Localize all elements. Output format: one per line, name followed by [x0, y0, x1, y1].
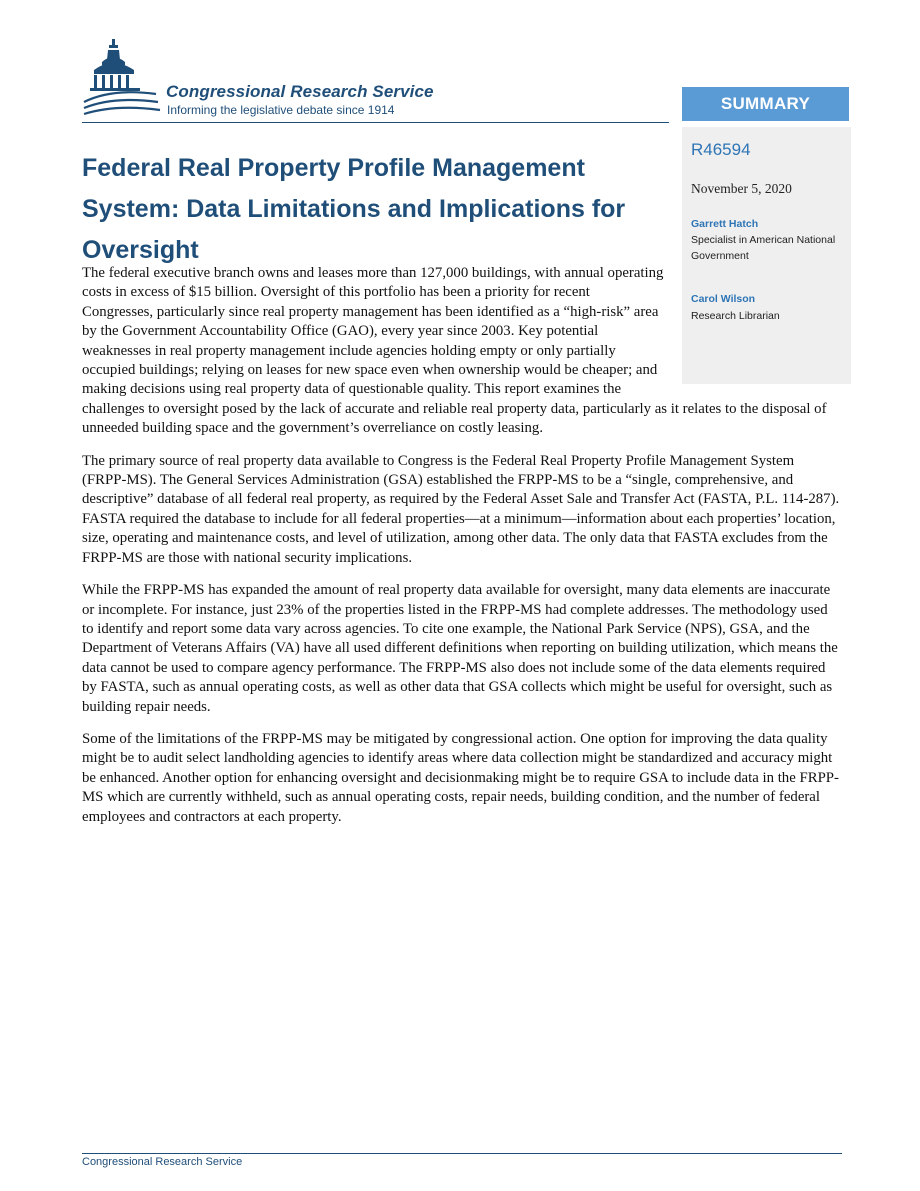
summary-body [82, 264, 842, 840]
body-paragraph: The primary source of real property data available to Congress is the Federal Real Property Profile Management System (FRPP-MS). The General Services Administration (GSA) established the FRPP-MS to be a “single, comprehensive, and descriptive” database of all federal real property, as required by the Federal Asset Sale and Transfer Act (FASTA, P.L. 114-287). FASTA required the database to include for all federal properties—at a minimum—information about each properties’ location, size, operating and maintenance costs, and level of utilization, among other data. The only data that FASTA excludes from the FRPP-MS are those with national security implications. [82, 452, 840, 566]
capitol-dome-icon [82, 36, 162, 120]
body-paragraph: While the FRPP-MS has expanded the amount of real property data available for oversight, many data elements are inaccurate or incomplete. For instance, just 23% of the properties listed in the FRPP-MS had complete addresses. The methodology used to identify and report some data vary across agencies. To cite one example, the National Park Service (NPS), GSA, and the Department of Veterans Affairs (VA) have all used different definitions when reporting on building utilization, which means the data cannot be used to compare agency performance. The FRPP-MS also does not include some of the data elements required by FASTA, such as annual operating costs, as well as other data that GSA collects which might be useful for oversight, such as building repair needs. [82, 582, 838, 715]
report-id: R46594 [691, 140, 751, 159]
org-name: Congressional Research Service [166, 82, 434, 101]
body-paragraph: Some of the limitations of the FRPP-MS may be mitigated by congressional action. One option for improving the data quality might be to audit select landholding agencies to identify areas where data collection might be standardized and accuracy might be enhanced. Another option for enhancing oversight and decisionmaking might be to require GSA to include data in the FRPP-MS which are currently withheld, such as annual operating costs, repair needs, building condition, and the number of federal employees and contractors at each property. [82, 730, 839, 825]
author-name: Garrett Hatch [691, 218, 759, 230]
report-date: November 5, 2020 [691, 181, 792, 196]
author-name: Carol Wilson [691, 293, 756, 305]
footer-divider [82, 1153, 842, 1154]
org-tagline: Informing the legislative debate since 1914 [167, 103, 395, 117]
footer-text: Congressional Research Service [82, 1156, 243, 1168]
header-divider [82, 122, 669, 123]
summary-label: SUMMARY [682, 87, 849, 121]
author-title: Specialist in American National Government [691, 234, 836, 262]
report-title: Federal Real Property Profile Management System: Data Limitations and Implications for Oversight [82, 154, 626, 264]
author-title: Research Librarian [691, 310, 780, 322]
body-paragraph: The federal executive branch owns and leases more than 127,000 buildings, with annual operating costs in excess of $15 billion. Oversight of this portfolio has been a priority for recent Congresses, particularly since real property management has been identified as a “high-risk” area by the Government Accountability Office (GAO), every year since 2003. Key potential weaknesses in real property management include agencies holding empty or only partially occupied buildings; relying on leases for new space even when ownership would be cheaper; and making decisions using real property data of questionable quality. This report examines the challenges to oversight posed by the lack of accurate and reliable real property data, particularly as it relates to the disposal of unneeded building space and the government’s overreliance on costly leasing. [82, 265, 827, 437]
